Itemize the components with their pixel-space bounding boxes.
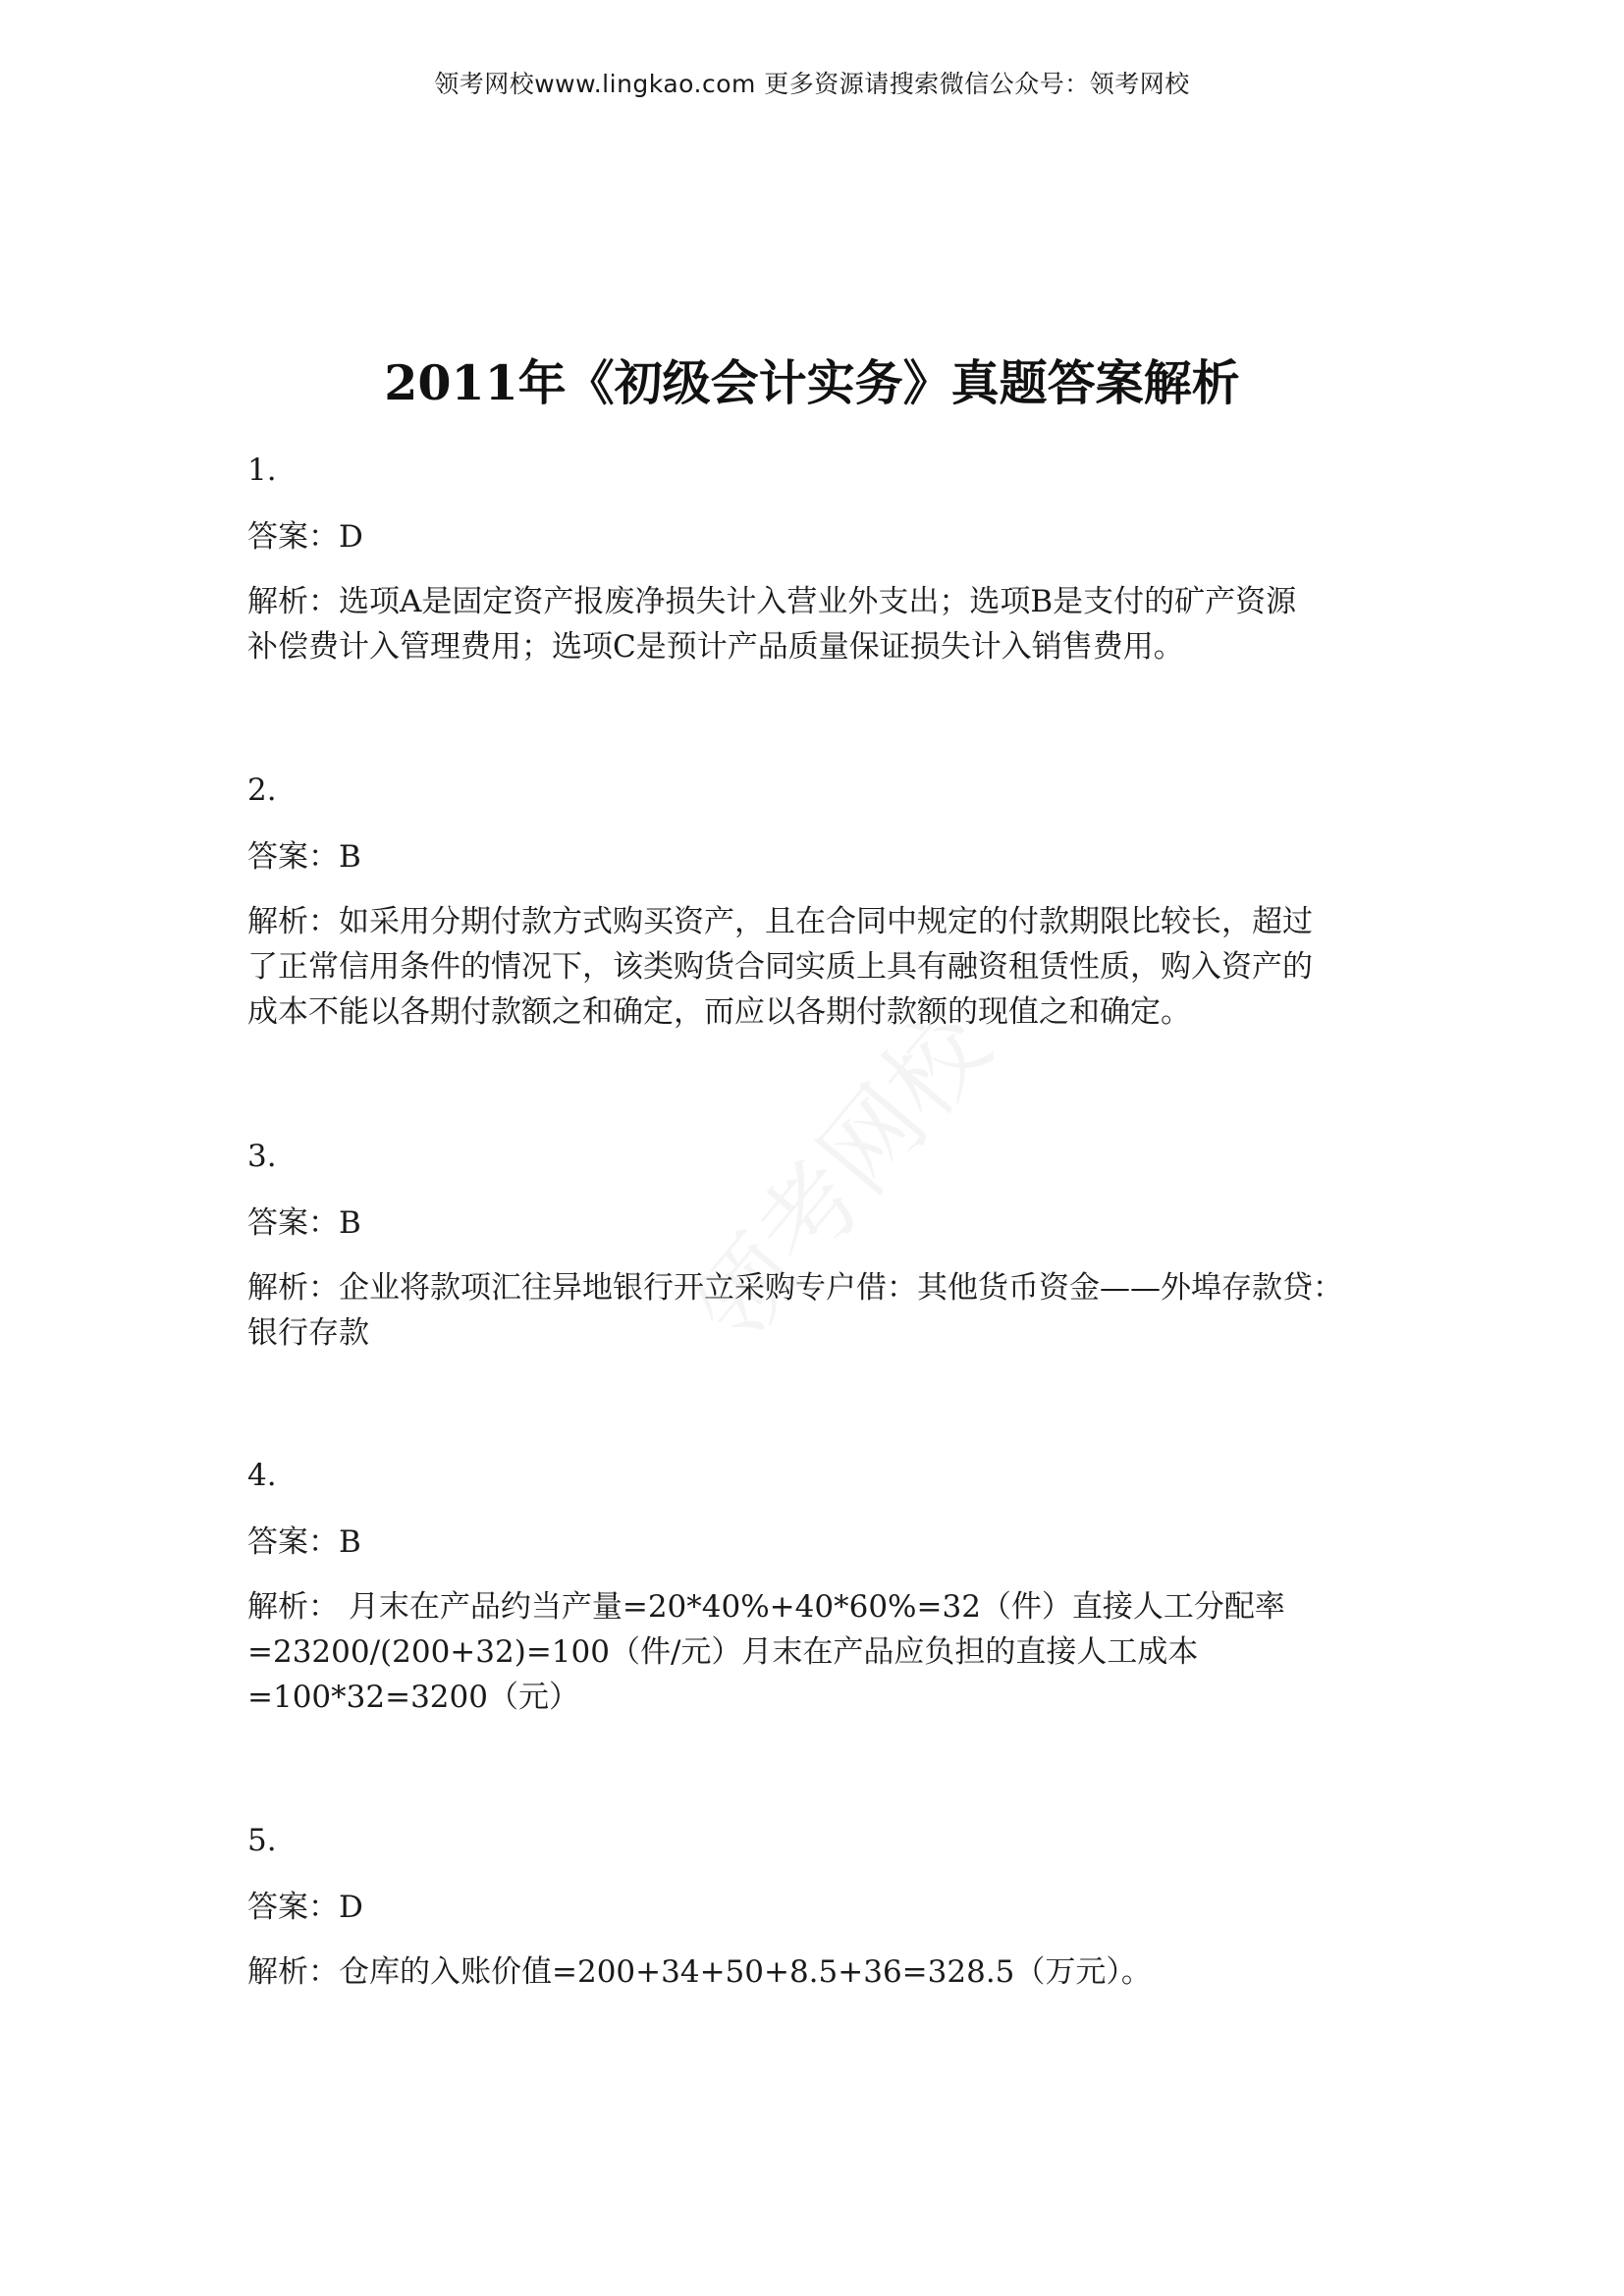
- question-number: 3.: [247, 1139, 277, 1174]
- question-explanation: [247, 1584, 1396, 1720]
- question-block-1: [247, 448, 1396, 669]
- question-answer: 答案：B: [247, 839, 361, 875]
- question-block-4: [247, 1453, 1396, 1720]
- question-block-3: [247, 1134, 1396, 1356]
- explanation-line: =100*32=3200（元）: [247, 1680, 579, 1715]
- explanation-line: 解析：如采用分期付款方式购买资产，且在合同中规定的付款期限比较长，超过: [247, 904, 1313, 939]
- question-explanation: [247, 1949, 1396, 1995]
- question-answer: 答案：B: [247, 1524, 361, 1560]
- question-number: 2.: [247, 773, 277, 808]
- question-number: 5.: [247, 1823, 277, 1858]
- explanation-line: 解析：企业将款项汇往异地银行开立采购专户借：其他货币资金——外埠存款贷：: [247, 1270, 1343, 1306]
- question-answer: 答案：B: [247, 1205, 361, 1241]
- explanation-line: 补偿费计入管理费用；选项C是预计产品质量保证损失计入销售费用。: [247, 629, 1184, 665]
- question-block-5: [247, 1818, 1396, 1995]
- explanation-line: 解析： 月末在产品约当产量=20*40%+40*60%=32（件）直接人工分配率: [247, 1589, 1285, 1625]
- question-explanation: [247, 1265, 1396, 1356]
- explanation-line: 解析：仓库的入账价值=200+34+50+8.5+36=328.5（万元）。: [247, 1954, 1152, 1990]
- explanation-line: 银行存款: [247, 1315, 369, 1351]
- explanation-line: 解析：选项A是固定资产报废净损失计入营业外支出；选项B是支付的矿产资源: [247, 584, 1297, 619]
- question-answer: 答案：D: [247, 1890, 363, 1925]
- question-number: 4.: [247, 1458, 277, 1493]
- question-answer: 答案：D: [247, 519, 363, 555]
- page-header: 领考网校www.lingkao.com 更多资源请搜索微信公众号：领考网校: [434, 70, 1190, 98]
- document-title: 2011年《初级会计实务》真题答案解析: [384, 354, 1240, 411]
- explanation-line: 了正常信用条件的情况下，该类购货合同实质上具有融资租赁性质，购入资产的: [247, 949, 1313, 985]
- explanation-line: 成本不能以各期付款额之和确定，而应以各期付款额的现值之和确定。: [247, 994, 1191, 1030]
- question-block-2: [247, 768, 1396, 1035]
- question-explanation: [247, 579, 1396, 669]
- explanation-line: =23200/(200+32)=100（件/元）月末在产品应负担的直接人工成本: [247, 1634, 1199, 1670]
- question-number: 1.: [247, 453, 277, 488]
- question-explanation: [247, 899, 1396, 1035]
